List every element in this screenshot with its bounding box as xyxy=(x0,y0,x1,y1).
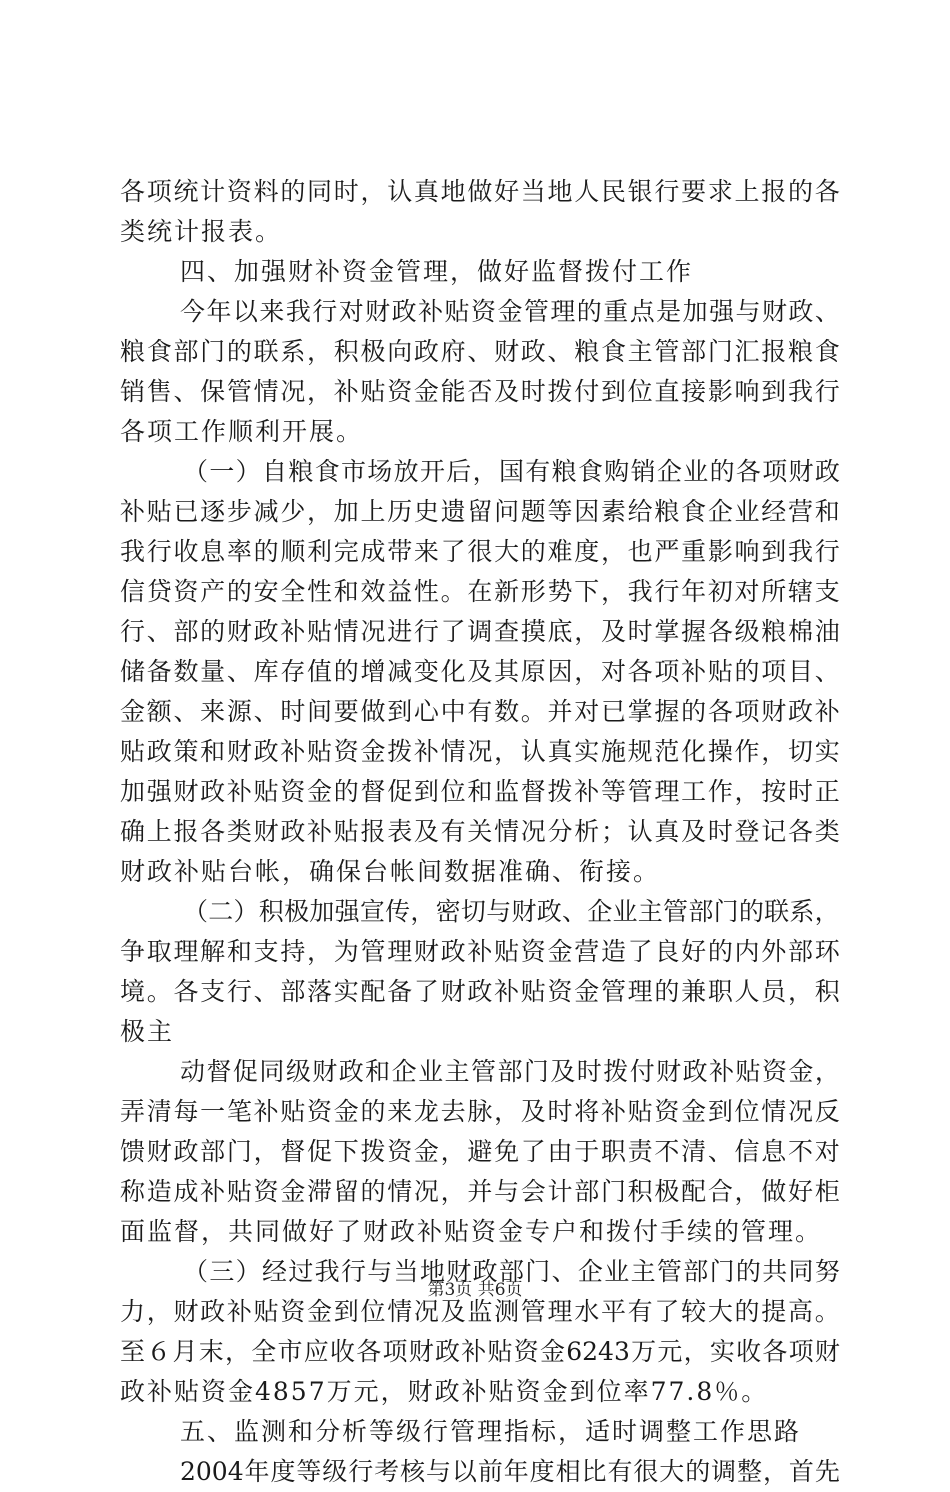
text-line: 类统计报表。 xyxy=(120,217,283,246)
text-line: （ 三 ） 经 过 我 行 与 当 地 财 政 部 门 、 企 业 主 管 部 门 的 共 同 努 xyxy=(183,1257,840,1286)
text-line: （ 二 ） 积 极 加 强 宣 传 ， 密 切 与 财 政 、 企 业 主 管 部 门 的 联 系 ， xyxy=(183,897,840,926)
text-line: 补 贴 已 逐 步 减 少 ， 加 上 历 史 遗 留 问 题 等 因 素 给 粮 食 企 业 经 营 和 xyxy=(120,497,840,526)
text-line: 金 额 、 来 源 、 时 间 要 做 到 心 中 有 数 。 并 对 已 掌 握 的 各 项 财 政 补 xyxy=(120,697,840,726)
text-line: 2004 年 度 等 级 行 考 核 与 以 前 年 度 相 比 有 很 大 的 调 整 ， 首 先 xyxy=(180,1457,840,1486)
text-line: 财政补贴台帐，确保台帐间数据准确、衔接。 xyxy=(120,857,661,886)
text-line: 称 造 成 补 贴 资 金 滞 留 的 情 况 ， 并 与 会 计 部 门 积 极 配 合 ， 做 好 柜 xyxy=(120,1177,840,1206)
text-line: 至 ６ 月 末 ， 全 市 应 收 各 项 财 政 补 贴 资 金 6243 万 元 ， 实 收 各 项 财 xyxy=(120,1337,840,1366)
text-line: 确 上 报 各 类 财 政 补 贴 报 表 及 有 关 情 况 分 析 ； 认 真 及 时 登 记 各 类 xyxy=(120,817,840,846)
text-line: 面监督，共同做好了财政补贴资金专户和拨付手续的管理。 xyxy=(120,1217,823,1246)
text-line: 今 年 以 来 我 行 对 财 政 补 贴 资 金 管 理 的 重 点 是 加 强 与 财 政 、 xyxy=(180,297,840,326)
text-line: 各 项 统 计 资 料 的 同 时 ， 认 真 地 做 好 当 地 人 民 银 行 要 求 上 报 的 各 xyxy=(120,177,840,206)
page-footer: 第3页 共6页 xyxy=(427,1280,523,1300)
text-line: 境 。 各 支 行 、 部 落 实 配 备 了 财 政 补 贴 资 金 管 理 的 兼 职 人 员 ， 积 xyxy=(120,977,840,1006)
text-line: 弄 清 每 一 笔 补 贴 资 金 的 来 龙 去 脉 ， 及 时 将 补 贴 资 金 到 位 情 况 反 xyxy=(120,1097,840,1126)
text-line: 储 备 数 量 、 库 存 值 的 增 减 变 化 及 其 原 因 ， 对 各 项 补 贴 的 项 目 、 xyxy=(120,657,840,686)
text-line: 销 售 、 保 管 情 况 ， 补 贴 资 金 能 否 及 时 拨 付 到 位 直 接 影 响 到 我 行 xyxy=(120,377,840,406)
text-line: 极主 xyxy=(120,1017,175,1046)
text-line: 五、监测和分析等级行管理指标，适时调整工作思路 xyxy=(180,1417,802,1446)
text-line: 信 贷 资 产 的 安 全 性 和 效 益 性 。 在 新 形 势 下 ， 我 行 年 初 对 所 辖 支 xyxy=(120,577,840,606)
text-line: 动 督 促 同 级 财 政 和 企 业 主 管 部 门 及 时 拨 付 财 政 补 贴 资 金 ， xyxy=(180,1057,840,1086)
text-line: 粮 食 部 门 的 联 系 ， 积 极 向 政 府 、 财 政 、 粮 食 主 管 部 门 汇 报 粮 食 xyxy=(120,337,840,366)
text-line: （ 一 ） 自 粮 食 市 场 放 开 后 ， 国 有 粮 食 购 销 企 业 的 各 项 财 政 xyxy=(183,457,840,486)
text-line: 我 行 收 息 率 的 顺 利 完 成 带 来 了 很 大 的 难 度 ， 也 严 重 影 响 到 我 行 xyxy=(120,537,840,566)
text-line: 贴 政 策 和 财 政 补 贴 资 金 拨 补 情 况 ， 认 真 实 施 规 范 化 操 作 ， 切 实 xyxy=(120,737,840,766)
text-line: 各项工作顺利开展。 xyxy=(120,417,364,446)
text-line: 争 取 理 解 和 支 持 ， 为 管 理 财 政 补 贴 资 金 营 造 了 良 好 的 内 外 部 环 xyxy=(120,937,840,966)
text-line: 力 ， 财 政 补 贴 资 金 到 位 情 况 及 监 测 管 理 水 平 有 了 较 大 的 提 高 。 xyxy=(120,1297,840,1326)
text-line: 加 强 财 政 补 贴 资 金 的 督 促 到 位 和 监 督 拨 补 等 管 理 工 作 ， 按 时 正 xyxy=(120,777,840,806)
text-line: 馈 财 政 部 门 ， 督 促 下 拨 资 金 ， 避 免 了 由 于 职 责 不 清 、 信 息 不 对 xyxy=(120,1137,840,1166)
text-line: 政补贴资金4857万元，财政补贴资金到位率77.8％。 xyxy=(120,1377,769,1406)
text-line: 行 、 部 的 财 政 补 贴 情 况 进 行 了 调 查 摸 底 ， 及 时 掌 握 各 级 粮 棉 油 xyxy=(120,617,840,646)
text-line: 四、加强财补资金管理，做好监督拨付工作 xyxy=(180,257,694,286)
